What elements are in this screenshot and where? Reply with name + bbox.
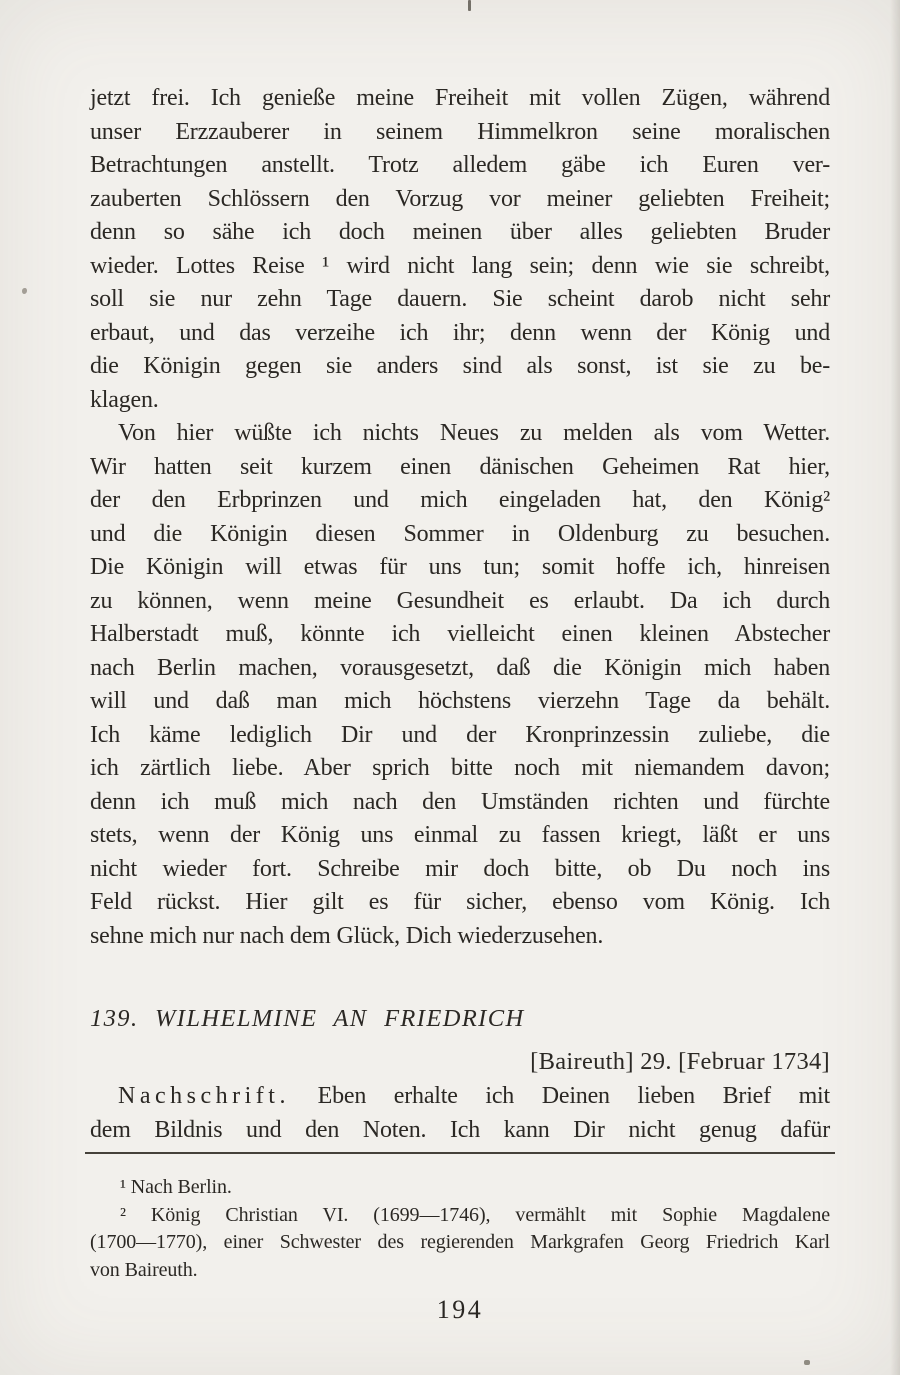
body-text-line: nicht wieder fort. Schreibe mir doch bitte, ob Du noch ins	[90, 855, 830, 882]
footnotes-block	[90, 1166, 830, 1284]
postscript	[90, 1080, 830, 1147]
body-text-line: unser Erzzauberer in seinem Himmelkron seine moralischen	[90, 118, 830, 145]
body-text-line: will und daß man mich höchstens vierzehn Tage da behält.	[90, 688, 830, 714]
scan-artifact-left-dot	[22, 288, 27, 294]
letter-dateline: [Baireuth] 29. [Februar 1734]	[530, 1047, 830, 1075]
body-text-line: nach Berlin machen, vorausgesetzt, daß die Königin mich haben	[90, 654, 830, 681]
body-text-line: die Königin gegen sie anders sind als sonst, ist sie zu be-	[90, 353, 830, 379]
postscript-line-1-text: Eben erhalte ich Deinen lieben Brief mit	[289, 1083, 830, 1109]
body-text-line: denn ich muß mich nach den Umständen richten und fürchte	[90, 788, 830, 815]
body-text-line: soll sie nur zehn Tage dauern. Sie scheint darob nicht sehr	[90, 286, 830, 312]
footnote-line: (1700—1770), einer Schwester des regierenden Markgrafen Georg Friedrich Karl	[90, 1231, 830, 1253]
body-text-line: Ich käme lediglich Dir und der Kronprinzessin zuliebe, die	[90, 721, 830, 748]
body-text-line: denn so sähe ich doch meinen über alles geliebten Bruder	[90, 219, 830, 245]
body-text-line: Wir hatten seit kurzem einen dänischen Geheimen Rat hier,	[90, 453, 830, 480]
footnote-line: von Baireuth.	[90, 1258, 198, 1281]
letter-body	[90, 82, 830, 953]
body-text-line: Betrachtungen anstellt. Trotz alledem gäbe ich Euren ver-	[90, 152, 830, 178]
postscript-lead-word: Nachschrift.	[118, 1083, 290, 1109]
scan-artifact-bottom-dot	[804, 1360, 810, 1365]
body-text-line: Die Königin will etwas für uns tun; somit hoffe ich, hinreisen	[90, 554, 830, 580]
scan-artifact-top-tick	[468, 0, 471, 11]
body-text-line: erbaut, und das verzeihe ich ihr; denn wenn der König und	[90, 319, 830, 346]
letter-heading: 139. WILHELMINE AN FRIEDRICH	[90, 1005, 525, 1032]
footnote-line: ¹ Nach Berlin.	[120, 1176, 232, 1198]
page-edge-shadow	[890, 0, 900, 1375]
body-text-line: stets, wenn der König uns einmal zu fassen kriegt, läßt er uns	[90, 822, 830, 848]
body-text-line: und die Königin diesen Sommer in Oldenburg zu besuchen.	[90, 520, 830, 547]
body-text-line: Feld rückst. Hier gilt es für sicher, ebenso vom König. Ich	[90, 889, 830, 915]
body-text-line: Von hier wüßte ich nichts Neues zu melden als vom Wetter.	[118, 420, 830, 446]
body-text-line: Halberstadt muß, könnte ich vielleicht einen kleinen Abstecher	[90, 621, 830, 647]
footnote-separator-rule	[85, 1152, 835, 1154]
footnote-line: ² König Christian VI. (1699—1746), vermählt mit Sophie Magdalene	[120, 1203, 830, 1226]
postscript-line-1	[90, 1080, 830, 1114]
body-text-line: der den Erbprinzen und mich eingeladen hat, den König²	[90, 487, 830, 513]
body-text-line: klagen.	[90, 386, 159, 413]
body-text-line: ich zärtlich liebe. Aber sprich bitte noch mit niemandem davon;	[90, 755, 830, 781]
body-text-line: zu können, wenn meine Gesundheit es erlaubt. Da ich durch	[90, 587, 830, 614]
main-text-block	[90, 82, 830, 1327]
page-number: 194	[436, 1295, 484, 1324]
body-text-line: wieder. Lottes Reise ¹ wird nicht lang sein; denn wie sie schreibt,	[90, 252, 830, 279]
postscript-line-2: dem Bildnis und den Noten. Ich kann Dir nicht genug dafür	[90, 1116, 830, 1143]
body-text-line: zauberten Schlössern den Vorzug vor meiner geliebten Freiheit;	[90, 185, 830, 212]
body-text-line: sehne mich nur nach dem Glück, Dich wiederzusehen.	[90, 922, 604, 949]
body-text-line: jetzt frei. Ich genieße meine Freiheit mit vollen Zügen, während	[90, 85, 830, 111]
